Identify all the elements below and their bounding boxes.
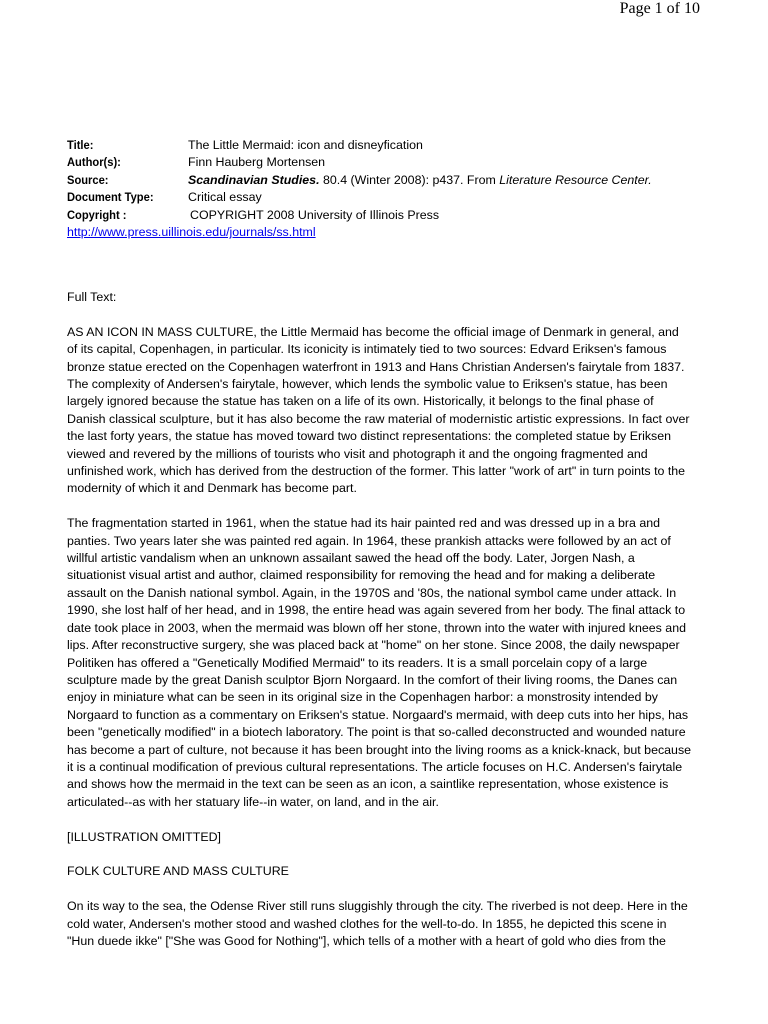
text-line: articulated--as with her statuary life--in water, on land, and in the air. <box>67 794 439 809</box>
title-value: The Little Mermaid: icon and disneyfication <box>188 138 423 152</box>
copyright-label: Copyright : <box>67 207 127 222</box>
text-line: enjoy in miniature what can be seen in its original size in the Copenhagen harbor: a monstrosity intended by <box>67 690 658 705</box>
text-line: the last forty years, the statue has moved toward two distinct representations: the completed statue by Eriksen <box>67 429 672 444</box>
meta-row-doctype <box>67 189 707 206</box>
text-line: Danish classical sculpture, but it has also become the raw material of modernistic artistic expressions. In fact over <box>67 411 690 426</box>
text-line: 1990, she lost half of her head, and in 1998, the entire head was again severed from her body. The final attack to <box>67 603 686 618</box>
paragraph <box>67 898 707 950</box>
text-line: modernity of which it and Denmark has become part. <box>67 481 357 496</box>
text-line: [ILLUSTRATION OMITTED] <box>67 829 221 844</box>
text-line: situationist visual artist and author, claimed responsibility for removing the head and for making a deliberate <box>67 568 656 583</box>
text-line: AS AN ICON IN MASS CULTURE, the Little Mermaid has become the official image of Denmark in general, and <box>67 324 679 339</box>
source-details: 80.4 (Winter 2008): p437. From <box>319 172 500 187</box>
copyright-value: COPYRIGHT 2008 University of Illinois Press <box>190 207 440 222</box>
source-value <box>188 172 707 189</box>
text-line: bronze statue erected on the Copenhagen waterfront in 1913 and Hans Christian Andersen's fairytale from 1837. <box>67 359 685 374</box>
paragraph <box>67 863 707 880</box>
text-line: sculpture made by the great Danish sculptor Bjorn Norgaard. In the comfort of their living rooms, the Danes can <box>67 672 678 687</box>
text-line: largely ignored because the statue has taken on a life of its own. Historically, it belongs to the final phase of <box>67 394 654 409</box>
text-line: viewed and revered by the millions of tourists who visit and photograph it and the ongoing fragmented and <box>67 446 648 461</box>
paragraph <box>67 829 707 846</box>
source-label: Source: <box>67 172 109 187</box>
text-line: On its way to the sea, the Odense River still runs sluggishly through the city. The riverbed is not deep. Here in the <box>67 899 688 914</box>
article-paragraphs <box>67 324 707 951</box>
meta-row-authors <box>67 154 707 171</box>
text-line: cold water, Andersen's mother stood and washed clothes for the well-to-do. In 1855, he depicted this scene in <box>67 916 667 931</box>
authors-label: Author(s): <box>67 155 121 170</box>
text-line: FOLK CULTURE AND MASS CULTURE <box>67 864 289 879</box>
title-label: Title: <box>67 138 94 152</box>
text-line: Politiken has offered a "Genetically Modified Mermaid" to its readers. It is a small porcelain copy of a large <box>67 655 648 670</box>
article-body <box>67 289 707 968</box>
source-database: Literature Resource Center. <box>499 172 652 187</box>
citation-metadata <box>67 137 707 241</box>
doctype-value: Critical essay <box>188 190 262 205</box>
text-line: unfinished work, which has derived from the destruction of the former. This latter "work of art" in turn points to the <box>67 464 686 479</box>
meta-row-copyright <box>67 207 707 224</box>
doctype-label: Document Type: <box>67 190 154 205</box>
text-line: Norgaard to function as a commentary on Eriksen's statue. Norgaard's mermaid, with deep cuts into her hips, has <box>67 707 689 722</box>
meta-row-source <box>67 172 707 189</box>
text-line: has become a part of culture, not because it has been brought into the living rooms as a knick-knack, but because <box>67 742 692 757</box>
text-line: assault on the Danish national symbol. Again, in the 1970S and '80s, the national symbol came under attack. In <box>67 585 677 600</box>
text-line: date took place in 2003, when the mermaid was blown off her stone, thrown into the water with injured knees and <box>67 620 686 635</box>
text-line: "Hun duede ikke" ["She was Good for Nothing"], which tells of a mother with a heart of gold who dies from the <box>67 933 666 948</box>
text-line: panties. Two years later she was painted red again. In 1964, these prankish attacks were followed by an act of <box>67 533 671 548</box>
text-line: willful artistic vandalism when an unknown assailant sawed the head off the body. Later, Jorgen Nash, a <box>67 551 635 566</box>
text-line: lips. After reconstructive surgery, she was placed back at "home" on her stone. Since 2008, the daily newspaper <box>67 638 680 653</box>
text-line: been "genetically modified" in a biotech laboratory. The point is that so-called deconstructed and wounded nature <box>67 725 686 740</box>
source-journal: Scandinavian Studies. <box>188 172 320 187</box>
text-line: it is a continual modification of previous cultural representations. The article focuses on H.C. Andersen's fairytale <box>67 759 683 774</box>
full-text-label: Full Text: <box>67 290 117 304</box>
text-line: of its capital, Copenhagen, in particular. Its iconicity is intimately tied to two sources: Edvard Eriksen's famous <box>67 342 667 357</box>
paragraph <box>67 324 707 498</box>
text-line: The fragmentation started in 1961, when the statue had its hair painted red and was dressed up in a bra and <box>67 516 661 531</box>
meta-row-title <box>67 137 707 154</box>
page-indicator: Page 1 of 10 <box>619 0 700 17</box>
text-line: The complexity of Andersen's fairytale, however, which lends the symbolic value to Eriksen's statue, has been <box>67 377 668 392</box>
text-line: and shows how the mermaid in the text can be seen as an icon, a saintlike representation, whose existence is <box>67 777 669 792</box>
paragraph <box>67 515 707 811</box>
authors-value: Finn Hauberg Mortensen <box>188 155 326 170</box>
journal-link[interactable]: http://www.press.uillinois.edu/journals/ss.html <box>67 224 316 239</box>
